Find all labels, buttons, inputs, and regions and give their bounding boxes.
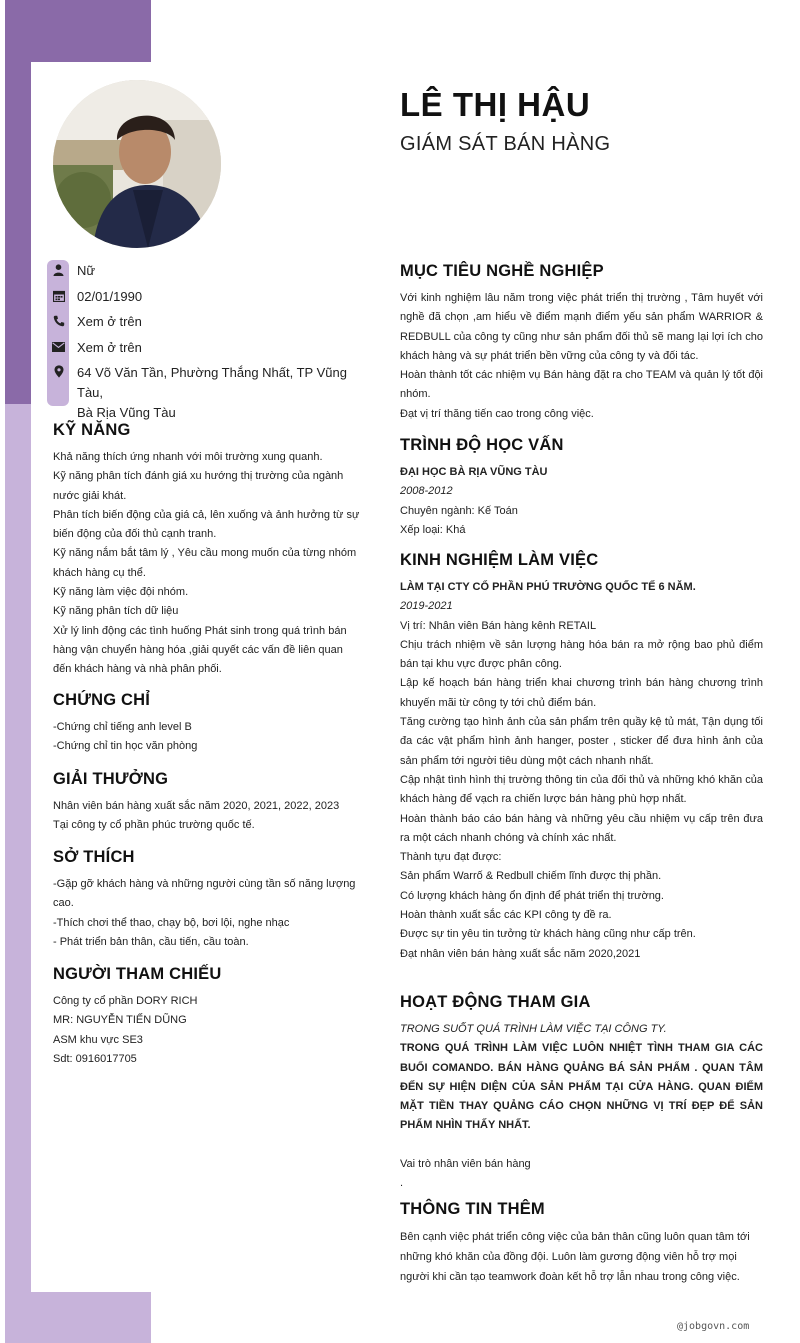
reference-item: MR: NGUYỄN TIẾN DŨNG	[53, 1014, 187, 1027]
hobbies-section	[53, 848, 361, 952]
contact-gender	[52, 261, 367, 281]
gender-text: Nữ	[77, 263, 96, 278]
experience-period: 2019-2021	[400, 600, 453, 613]
activities-description: TRONG QUÁ TRÌNH LÀM VIỆC LUÔN NHIỆT TÌNH THAM GIA CÁC BUỔI COMANDO. BÁN HÀNG QUẢNG BÁ SẢN PHẨM . QUAN TÂM ĐẾN SỰ HIỆN DIỆN CỦA SẢN PHẨM TẠI CỬA HÀNG. QUAN ĐIỂM MẶT TIỀN THAY QUẢNG CÁO CHỌN NHỮNG VỊ TRÍ ĐẸP ĐỂ SẢN PHẨM NHÌN THẤY NHẤT.	[400, 1042, 763, 1132]
objective-item: Đạt vị trí thăng tiến cao trong công việc.	[400, 407, 594, 420]
experience-item: Có lượng khách hàng ổn định để phát triển thị trường.	[400, 889, 664, 902]
skill-item: Kỹ năng nắm bắt tâm lý , Yêu cầu mong muốn của từng nhóm khách hàng cụ thể.	[53, 547, 357, 579]
calendar-icon	[52, 289, 65, 302]
contact-phone	[52, 312, 367, 332]
phone-icon	[52, 314, 65, 327]
award-item: Nhân viên bán hàng xuất sắc năm 2020, 2021, 2022, 2023	[53, 800, 340, 812]
certificates-heading: CHỨNG CHỈ	[53, 691, 151, 709]
activities-role: Vai trò nhân viên bán hàng	[400, 1157, 531, 1170]
hobbies-list	[53, 875, 361, 952]
certificate-item: -Chứng chỉ tin học văn phòng	[53, 740, 198, 753]
contact-email	[52, 338, 367, 358]
awards-list	[53, 797, 361, 836]
activities-body	[400, 1020, 763, 1193]
objective-heading: MỤC TIÊU NGHỀ NGHIỆP	[400, 262, 604, 280]
hobby-item: - Phát triển bản thân, cầu tiến, cầu toàn.	[53, 935, 249, 948]
experience-item: Vị trí: Nhân viên Bán hàng kênh RETAIL	[400, 619, 597, 632]
reference-item: ASM khu vực SE3	[53, 1033, 143, 1046]
hobbies-heading: SỞ THÍCH	[53, 848, 135, 866]
skill-item: Kỹ năng phân tích đánh giá xu hướng thị trường của ngành nước giải khát.	[53, 470, 344, 502]
mail-icon	[52, 340, 65, 353]
education-section	[400, 436, 763, 540]
job-title: GIÁM SÁT BÁN HÀNG	[400, 133, 611, 155]
experience-item: Đạt nhân viên bán hàng xuất sắc năm 2020,2021	[400, 947, 641, 960]
certificate-item: -Chứng chỉ tiếng anh level B	[53, 721, 192, 733]
experience-section	[400, 551, 763, 964]
address-line-2: Bà Rịa Vũng Tàu	[77, 405, 176, 420]
extra-info-heading: THÔNG TIN THÊM	[400, 1200, 545, 1218]
experience-body	[400, 578, 763, 964]
reference-item: Sdt: 0916017705	[53, 1052, 137, 1065]
objective-body	[400, 289, 763, 424]
address-line-1: 64 Võ Văn Tần, Phường Thắng Nhất, TP Vũng Tàu,	[77, 365, 347, 400]
experience-company: LÀM TẠI CTY CỔ PHẦN PHÚ TRƯỜNG QUỐC TẾ 6 NĂM.	[400, 581, 696, 593]
experience-item: Tăng cường tạo hình ảnh của sản phẩm trên quầy kệ tủ mát, Tận dụng tối đa các vật phẩm hình ảnh hanger, poster , sticker để đưa hình ảnh của sản phẩm tới người tiêu dùng một cách nhanh nhất.	[400, 716, 763, 767]
references-section	[53, 965, 361, 1069]
references-heading: NGƯỜI THAM CHIẾU	[53, 965, 222, 983]
skills-section	[53, 421, 361, 680]
certificates-section	[53, 691, 361, 757]
birthday-text: 02/01/1990	[77, 289, 143, 304]
award-item: Tại công ty cổ phần phúc trường quốc tế.	[53, 819, 255, 832]
experience-item: Hoàn thành báo cáo bán hàng và những yêu cầu nhiệm vụ cấp trên đưa ra một cách nhanh chóng và chính xác nhất.	[400, 812, 763, 844]
skill-item: Khả năng thích ứng nhanh với môi trường xung quanh.	[53, 451, 323, 463]
skill-item: Phân tích biến động của giá cả, lên xuống và ảnh hưởng từ sự biến động của đối thủ cạnh tranh.	[53, 508, 360, 541]
extra-info-body	[400, 1227, 763, 1287]
experience-item: Lập kế hoạch bán hàng triển khai chương trình bán hàng chương trình khuyến mãi từ công ty tới chủ điểm bán.	[400, 677, 763, 709]
education-school: ĐẠI HỌC BÀ RỊA VŨNG TÀU	[400, 466, 548, 478]
candidate-name: LÊ THỊ HẬU	[400, 86, 591, 123]
extra-info-text: Bên cạnh việc phát triển công việc của bản thân cũng luôn quan tâm tới những khó khăn của đồng đội. Luôn làm gương động viên hỗ trợ mọi người khi cần tạo teamwork đoàn kết hỗ trợ lẫn nhau trong công việc.	[400, 1231, 750, 1283]
certificates-list	[53, 718, 361, 757]
experience-item: Chịu trách nhiệm về sản lượng hàng hóa bán ra mở rộng bao phủ điểm bán tại khu vực được phân công.	[400, 638, 763, 671]
experience-item: Được sự tin yêu tin tưởng từ khách hàng cũng như cấp trên.	[400, 928, 696, 941]
objective-section	[400, 262, 763, 424]
reference-item: Công ty cổ phần DORY RICH	[53, 995, 198, 1007]
objective-item: Hoàn thành tốt các nhiệm vụ Bán hàng đặt ra cho TEAM và quản lý tốt đội nhóm.	[400, 369, 763, 401]
email-text: Xem ở trên	[77, 340, 142, 355]
experience-heading: KINH NGHIỆM LÀM VIỆC	[400, 551, 599, 569]
watermark: @jobgovn.com	[677, 1321, 750, 1332]
skill-item: Kỹ năng làm việc đội nhóm.	[53, 586, 189, 599]
contact-birthday	[52, 287, 367, 307]
education-period: 2008-2012	[400, 485, 453, 498]
experience-item: Cập nhật tình hình thị trường thông tin của đối thủ và những khó khăn của khách hàng để vạch ra chiến lược bán hàng phù hợp nhất.	[400, 773, 763, 806]
user-icon	[52, 263, 65, 276]
awards-heading: GIẢI THƯỞNG	[53, 770, 169, 788]
extra-info-section	[400, 1200, 763, 1287]
experience-item: Sản phẩm Warrố & Redbull chiếm lĩnh được thị phần.	[400, 870, 662, 883]
experience-item: Thành tựu đạt được:	[400, 851, 502, 864]
education-heading: TRÌNH ĐỘ HỌC VẤN	[400, 436, 564, 454]
activities-heading: HOẠT ĐỘNG THAM GIA	[400, 993, 591, 1011]
skill-item: Xử lý linh động các tình huống Phát sinh trong quá trình bán hàng vận chuyển hàng hóa ,giải quyết các vấn đề liên quan đến khách hàng và nhà phân phối.	[53, 624, 347, 676]
skills-list	[53, 448, 361, 680]
activities-section	[400, 993, 763, 1193]
contact-address	[52, 363, 367, 423]
education-grade: Xếp loại: Khá	[400, 523, 466, 536]
activities-dot: .	[400, 1177, 404, 1190]
awards-section	[53, 770, 361, 836]
activities-subtitle: TRONG SUỐT QUÁ TRÌNH LÀM VIỆC TẠI CÔNG TY.	[400, 1023, 667, 1035]
location-icon	[52, 365, 65, 378]
objective-item: Với kinh nghiệm lâu năm trong việc phát triển thị trường , Tâm huyết với nghề đã chọn ,am hiểu về điểm mạnh điểm yếu sản phẩm WARRIOR & REDBULL của công ty cũng như sản phẩm đối thủ sẽ mang lại lợi ích cho khách hàng và sự phát triển bền vững của công ty và đối tác.	[400, 292, 763, 362]
education-body	[400, 463, 763, 540]
address-text	[77, 363, 367, 423]
experience-item: Hoàn thành xuất sắc các KPI công ty đề ra.	[400, 909, 612, 922]
profile-photo	[53, 80, 221, 248]
hobby-item: -Gặp gỡ khách hàng và những người cùng tần số năng lượng cao.	[53, 878, 356, 910]
skills-heading: KỸ NĂNG	[53, 421, 131, 439]
hobby-item: -Thích chơi thể thao, chạy bộ, bơi lội, nghe nhạc	[53, 916, 290, 929]
education-major: Chuyên ngành: Kế Toán	[400, 504, 518, 517]
references-list	[53, 992, 361, 1069]
skill-item: Kỹ năng phân tích dữ liệu	[53, 605, 179, 618]
phone-text: Xem ở trên	[77, 314, 142, 329]
